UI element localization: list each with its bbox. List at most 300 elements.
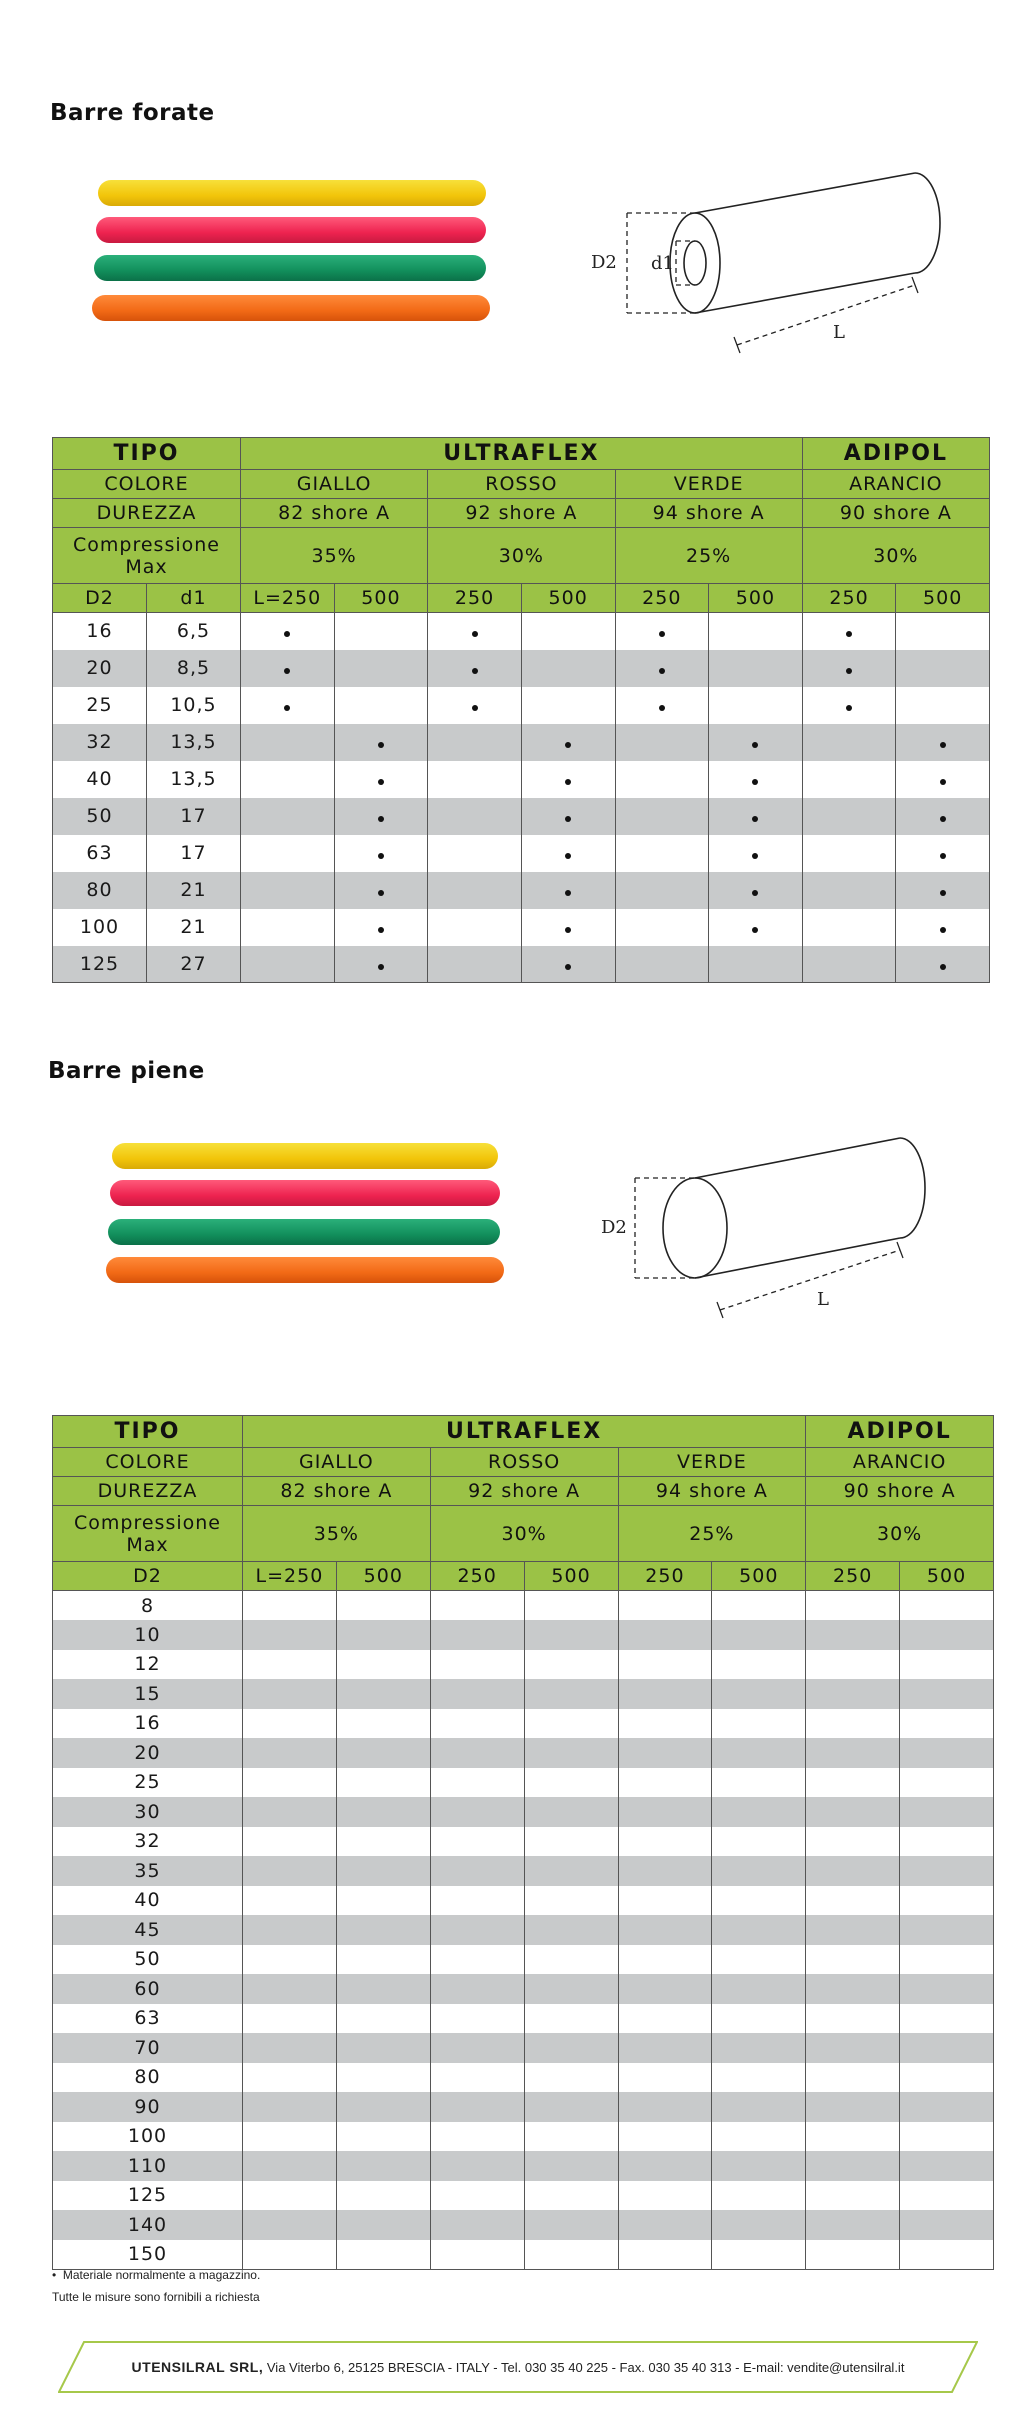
available-dot-icon: [846, 705, 852, 711]
d2-value: 100: [53, 909, 147, 946]
d2-label: D2: [591, 252, 617, 273]
availability-cell: [336, 1974, 430, 2004]
availability-cell: [243, 2151, 337, 2181]
adipol-label: ADIPOL: [802, 438, 989, 470]
availability-cell: [430, 2092, 524, 2122]
availability-cell: [428, 650, 522, 687]
availability-cell: [806, 1709, 900, 1739]
availability-cell: [336, 1856, 430, 1886]
availability-cell: [615, 650, 709, 687]
table-row: [53, 2181, 994, 2211]
d2-value: 125: [53, 2181, 243, 2211]
availability-cell: [618, 2151, 712, 2181]
availability-cell: [430, 1827, 524, 1857]
availability-cell: [524, 1591, 618, 1621]
yellow-rod: [98, 180, 486, 206]
availability-cell: [709, 687, 803, 724]
available-dot-icon: [284, 705, 290, 711]
availability-cell: [430, 2122, 524, 2152]
d2-value: 80: [53, 872, 147, 909]
company-name: UTENSILRAL SRL,: [131, 2359, 264, 2375]
availability-cell: [524, 2122, 618, 2152]
availability-cell: [430, 1945, 524, 1975]
availability-cell: [336, 1827, 430, 1857]
availability-cell: [430, 1650, 524, 1680]
availability-cell: [241, 798, 335, 835]
availability-cell: [618, 1974, 712, 2004]
availability-cell: [618, 2004, 712, 2034]
d2-value: 20: [53, 1738, 243, 1768]
availability-cell: [524, 1856, 618, 1886]
availability-cell: [896, 946, 990, 983]
availability-cell: [806, 2122, 900, 2152]
availability-cell: [521, 724, 615, 761]
d2-value: 16: [53, 613, 147, 650]
availability-cell: [806, 1591, 900, 1621]
availability-cell: [524, 2092, 618, 2122]
table-row: [53, 1797, 994, 1827]
availability-cell: [806, 2004, 900, 2034]
length-header: 500: [712, 1562, 806, 1591]
availability-cell: [900, 2181, 994, 2211]
availability-cell: [336, 2151, 430, 2181]
availability-cell: [900, 2004, 994, 2034]
availability-cell: [802, 835, 896, 872]
table-row: [53, 946, 990, 983]
availability-cell: [712, 2122, 806, 2152]
availability-cell: [802, 946, 896, 983]
availability-cell: [900, 1827, 994, 1857]
availability-cell: [896, 687, 990, 724]
availability-cell: [336, 2122, 430, 2152]
availability-cell: [615, 798, 709, 835]
compression-value: 30%: [430, 1506, 618, 1562]
orange-rod: [92, 295, 490, 321]
availability-cell: [618, 1650, 712, 1680]
table-row: [53, 1738, 994, 1768]
availability-cell: [243, 2033, 337, 2063]
availability-cell: [524, 1709, 618, 1739]
col-d2-header: D2: [53, 584, 147, 613]
available-dot-icon: [752, 890, 758, 896]
availability-cell: [430, 2240, 524, 2270]
availability-cell: [521, 872, 615, 909]
availability-cell: [802, 798, 896, 835]
availability-cell: [521, 687, 615, 724]
available-dot-icon: [565, 927, 571, 933]
availability-cell: [430, 2181, 524, 2211]
availability-cell: [524, 1945, 618, 1975]
availability-cell: [430, 1709, 524, 1739]
available-dot-icon: [472, 668, 478, 674]
availability-cell: [524, 2151, 618, 2181]
availability-cell: [524, 1768, 618, 1798]
availability-cell: [524, 1650, 618, 1680]
availability-cell: [428, 761, 522, 798]
availability-cell: [618, 1738, 712, 1768]
availability-cell: [524, 2063, 618, 2093]
availability-cell: [802, 613, 896, 650]
availability-cell: [900, 1945, 994, 1975]
availability-cell: [900, 1797, 994, 1827]
availability-cell: [900, 1768, 994, 1798]
availability-cell: [618, 2122, 712, 2152]
available-dot-icon: [378, 890, 384, 896]
availability-cell: [428, 613, 522, 650]
tipo-label: TIPO: [53, 438, 241, 470]
availability-cell: [802, 872, 896, 909]
availability-cell: [243, 1768, 337, 1798]
availability-cell: [241, 946, 335, 983]
availability-cell: [615, 761, 709, 798]
d2-value: 32: [53, 1827, 243, 1857]
availability-cell: [900, 1679, 994, 1709]
durezza-label: DUREZZA: [53, 499, 241, 528]
availability-cell: [524, 1915, 618, 1945]
table-row: [53, 2092, 994, 2122]
table-row: [53, 2004, 994, 2034]
d1-value: 17: [147, 835, 241, 872]
company-details: Via Viterbo 6, 25125 BRESCIA - ITALY - Tel. 030 35 40 225 - Fax. 030 35 40 313 - E-mail: vendite@utensilral.it: [266, 2360, 905, 2375]
table-row: [53, 613, 990, 650]
d2-value: 16: [53, 1709, 243, 1739]
availability-cell: [896, 909, 990, 946]
d2-value: 63: [53, 835, 147, 872]
availability-cell: [430, 1915, 524, 1945]
table-row: [53, 2122, 994, 2152]
availability-cell: [618, 1591, 712, 1621]
availability-cell: [900, 1709, 994, 1739]
section-title-barre-piene: Barre piene: [48, 1058, 205, 1084]
availability-cell: [618, 2240, 712, 2270]
availability-cell: [428, 909, 522, 946]
available-dot-icon: [284, 631, 290, 637]
availability-cell: [336, 1679, 430, 1709]
availability-cell: [900, 1591, 994, 1621]
compression-value: 35%: [243, 1506, 431, 1562]
d2-value: 15: [53, 1679, 243, 1709]
hollow-bar-diagram: [585, 160, 945, 360]
d1-value: 27: [147, 946, 241, 983]
length-header: 500: [521, 584, 615, 613]
availability-cell: [430, 1620, 524, 1650]
availability-cell: [806, 2151, 900, 2181]
available-dot-icon: [284, 668, 290, 674]
d2-value: 8: [53, 1591, 243, 1621]
available-dot-icon: [378, 816, 384, 822]
available-dot-icon: [846, 668, 852, 674]
availability-cell: [806, 1856, 900, 1886]
availability-cell: [806, 1797, 900, 1827]
availability-cell: [428, 724, 522, 761]
availability-cell: [428, 872, 522, 909]
availability-cell: [900, 2151, 994, 2181]
availability-cell: [336, 1650, 430, 1680]
availability-cell: [336, 2063, 430, 2093]
table-row: [53, 1591, 994, 1621]
availability-cell: [896, 650, 990, 687]
section-title-barre-forate: Barre forate: [50, 100, 215, 126]
availability-cell: [712, 1915, 806, 1945]
available-dot-icon: [659, 705, 665, 711]
color-verde: VERDE: [615, 470, 802, 499]
available-dot-icon: [940, 816, 946, 822]
red-rod: [110, 1180, 500, 1206]
d2-value: 140: [53, 2210, 243, 2240]
company-footer: [58, 2341, 978, 2393]
table-row: [53, 2240, 994, 2270]
d1-value: 17: [147, 798, 241, 835]
availability-cell: [243, 1797, 337, 1827]
d2-value: 80: [53, 2063, 243, 2093]
availability-cell: [430, 1886, 524, 1916]
compressione-label: Compressione Max: [53, 1506, 243, 1562]
red-rod: [96, 217, 486, 243]
availability-cell: [618, 1945, 712, 1975]
availability-cell: [900, 1650, 994, 1680]
ultraflex-label: ULTRAFLEX: [241, 438, 803, 470]
compression-value: 25%: [615, 528, 802, 584]
available-dot-icon: [940, 779, 946, 785]
d2-value: 60: [53, 1974, 243, 2004]
color-giallo: GIALLO: [241, 470, 428, 499]
availability-cell: [243, 2210, 337, 2240]
hardness-value: 94 shore A: [618, 1477, 806, 1506]
available-dot-icon: [846, 631, 852, 637]
colore-label: COLORE: [53, 1448, 243, 1477]
availability-cell: [336, 1620, 430, 1650]
availability-cell: [806, 1738, 900, 1768]
availability-cell: [712, 1679, 806, 1709]
availability-cell: [806, 1650, 900, 1680]
availability-cell: [428, 687, 522, 724]
availability-cell: [900, 1856, 994, 1886]
d2-value: 12: [53, 1650, 243, 1680]
availability-cell: [430, 2063, 524, 2093]
d2-value: 125: [53, 946, 147, 983]
table-row: [53, 909, 990, 946]
availability-cell: [334, 909, 428, 946]
availability-cell: [521, 613, 615, 650]
availability-cell: [712, 2033, 806, 2063]
availability-cell: [521, 835, 615, 872]
availability-cell: [524, 1974, 618, 2004]
availability-cell: [334, 613, 428, 650]
length-header: 250: [806, 1562, 900, 1591]
availability-cell: [712, 1650, 806, 1680]
table-row: [53, 2151, 994, 2181]
available-dot-icon: [940, 742, 946, 748]
compression-value: 35%: [241, 528, 428, 584]
availability-cell: [243, 1915, 337, 1945]
length-header: 500: [524, 1562, 618, 1591]
availability-cell: [243, 1827, 337, 1857]
availability-cell: [618, 2063, 712, 2093]
availability-cell: [709, 872, 803, 909]
table-row: [53, 687, 990, 724]
available-dot-icon: [752, 816, 758, 822]
barre-piene-table: [52, 1415, 994, 2270]
availability-cell: [243, 1620, 337, 1650]
availability-cell: [521, 798, 615, 835]
d2-value: 10: [53, 1620, 243, 1650]
available-dot-icon: [752, 853, 758, 859]
table-row: [53, 1709, 994, 1739]
availability-cell: [806, 1945, 900, 1975]
length-header: 500: [334, 584, 428, 613]
availability-cell: [336, 2092, 430, 2122]
d1-value: 10,5: [147, 687, 241, 724]
table-row: [53, 1915, 994, 1945]
availability-cell: [802, 909, 896, 946]
availability-cell: [712, 1709, 806, 1739]
availability-cell: [618, 1797, 712, 1827]
length-header: 250: [615, 584, 709, 613]
availability-cell: [618, 1827, 712, 1857]
availability-cell: [896, 872, 990, 909]
length-header: 500: [709, 584, 803, 613]
hardness-value: 82 shore A: [243, 1477, 431, 1506]
availability-cell: [243, 1591, 337, 1621]
compression-value: 25%: [618, 1506, 806, 1562]
d2-value: 40: [53, 1886, 243, 1916]
availability-cell: [430, 1738, 524, 1768]
availability-cell: [334, 687, 428, 724]
availability-cell: [802, 724, 896, 761]
availability-cell: [806, 2092, 900, 2122]
availability-cell: [806, 1679, 900, 1709]
available-dot-icon: [659, 631, 665, 637]
availability-cell: [896, 798, 990, 835]
table-row: [53, 650, 990, 687]
table-row: [53, 798, 990, 835]
availability-cell: [709, 650, 803, 687]
availability-cell: [524, 1797, 618, 1827]
green-rod: [108, 1219, 500, 1245]
availability-cell: [806, 1768, 900, 1798]
available-dot-icon: [565, 964, 571, 970]
d2-value: 100: [53, 2122, 243, 2152]
availability-cell: [243, 1856, 337, 1886]
stock-note-text: Materiale normalmente a magazzino.: [62, 2268, 261, 2282]
availability-cell: [709, 909, 803, 946]
availability-cell: [896, 761, 990, 798]
rods-photo: [92, 170, 512, 340]
available-dot-icon: [378, 779, 384, 785]
ultraflex-label: ULTRAFLEX: [243, 1416, 806, 1448]
availability-cell: [336, 2240, 430, 2270]
availability-cell: [615, 613, 709, 650]
availability-cell: [806, 1974, 900, 2004]
availability-cell: [524, 1679, 618, 1709]
availability-cell: [428, 798, 522, 835]
availability-cell: [900, 2092, 994, 2122]
availability-cell: [336, 1738, 430, 1768]
availability-cell: [241, 650, 335, 687]
availability-cell: [524, 1620, 618, 1650]
availability-cell: [712, 2092, 806, 2122]
availability-cell: [615, 946, 709, 983]
availability-cell: [712, 1974, 806, 2004]
request-note: Tutte le misure sono fornibili a richiesta: [52, 2290, 260, 2304]
table-row: [53, 1945, 994, 1975]
length-header: 500: [336, 1562, 430, 1591]
yellow-rod: [112, 1143, 498, 1169]
hardness-value: 92 shore A: [430, 1477, 618, 1506]
available-dot-icon: [752, 779, 758, 785]
hardness-value: 92 shore A: [428, 499, 615, 528]
availability-cell: [900, 1974, 994, 2004]
available-dot-icon: [378, 927, 384, 933]
table-row: [53, 2033, 994, 2063]
table-row: [53, 872, 990, 909]
availability-cell: [896, 724, 990, 761]
availability-cell: [334, 798, 428, 835]
color-rosso: ROSSO: [428, 470, 615, 499]
length-header: 250: [430, 1562, 524, 1591]
colore-label: COLORE: [53, 470, 241, 499]
availability-cell: [618, 2181, 712, 2211]
availability-cell: [336, 1915, 430, 1945]
availability-cell: [430, 2004, 524, 2034]
availability-cell: [521, 946, 615, 983]
d2-value: 40: [53, 761, 147, 798]
table-row: [53, 835, 990, 872]
length-header: 500: [900, 1562, 994, 1591]
table-row: [53, 1827, 994, 1857]
color-arancio: ARANCIO: [802, 470, 989, 499]
availability-cell: [430, 2033, 524, 2063]
available-dot-icon: [378, 964, 384, 970]
availability-cell: [336, 1591, 430, 1621]
availability-cell: [712, 2210, 806, 2240]
availability-cell: [618, 1620, 712, 1650]
availability-cell: [712, 1886, 806, 1916]
availability-cell: [243, 1679, 337, 1709]
orange-rod: [106, 1257, 504, 1283]
availability-cell: [709, 724, 803, 761]
availability-cell: [336, 1768, 430, 1798]
availability-cell: [900, 2033, 994, 2063]
availability-cell: [712, 1797, 806, 1827]
availability-cell: [709, 798, 803, 835]
availability-cell: [524, 1886, 618, 1916]
availability-cell: [806, 1886, 900, 1916]
available-dot-icon: [565, 853, 571, 859]
availability-cell: [900, 1915, 994, 1945]
availability-cell: [615, 724, 709, 761]
availability-cell: [243, 1974, 337, 2004]
d2-value: 32: [53, 724, 147, 761]
availability-cell: [334, 761, 428, 798]
availability-cell: [618, 1856, 712, 1886]
hardness-value: 90 shore A: [802, 499, 989, 528]
bullet-icon: •: [52, 2268, 63, 2282]
available-dot-icon: [565, 890, 571, 896]
availability-cell: [241, 835, 335, 872]
availability-cell: [430, 1856, 524, 1886]
rods-photo: [106, 1135, 526, 1305]
availability-cell: [712, 1738, 806, 1768]
availability-cell: [900, 1886, 994, 1916]
availability-cell: [806, 1827, 900, 1857]
availability-cell: [712, 1945, 806, 1975]
availability-cell: [712, 1591, 806, 1621]
color-arancio: ARANCIO: [806, 1448, 994, 1477]
availability-cell: [243, 2063, 337, 2093]
availability-cell: [900, 1738, 994, 1768]
table-row: [53, 1679, 994, 1709]
